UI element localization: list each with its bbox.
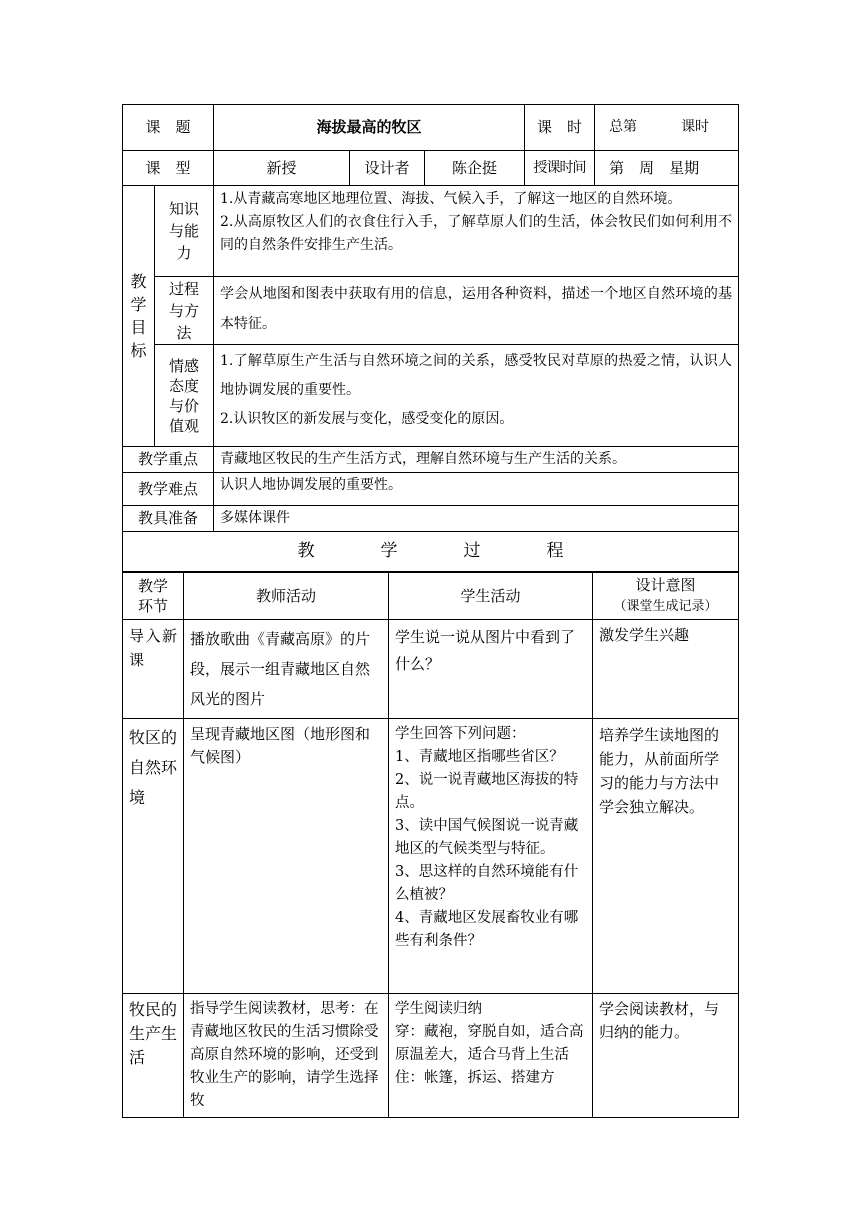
lesson-info-table xyxy=(122,104,739,573)
period-label: 课 时 xyxy=(525,105,595,151)
row-2-student-line-6: 4、青藏地区发展畜牧业有哪些有利条件？ xyxy=(395,910,579,949)
process-title-char-1: 教 xyxy=(297,541,315,562)
column-intent-title: 设计意图 xyxy=(635,575,696,594)
emotion-item-2: 2.认识牧区的新发展与变化，感受变化的原因。 xyxy=(220,411,514,427)
row-1-intent: 激发学生兴趣 xyxy=(593,620,739,719)
tools-value: 多媒体课件 xyxy=(214,505,739,531)
emotion-item-1: 1.了解草原生产生活与自然环境之间的关系，感受牧民对草原的热爱之情，认识人地协调发展的重要性。 xyxy=(220,353,733,398)
emotion-label: 情感态度与价值观 xyxy=(155,345,214,447)
process-content: 学会从地图和图表中获取有用的信息，运用各种资料，描述一个地区自然环境的基本特征。 xyxy=(214,277,739,345)
row-2-student-line-4: 3、读中国气候图说一说青藏地区的气候类型与特征。 xyxy=(395,818,579,857)
row-3-step: 牧民的生产生活 xyxy=(123,994,184,1118)
row-1-teacher: 播放歌曲《青藏高原》的片段，展示一组青藏地区自然风光的图片 xyxy=(184,620,389,719)
column-intent xyxy=(593,572,739,620)
time-value: 第 周 星期 xyxy=(595,151,739,186)
designer-value: 陈企挺 xyxy=(425,151,525,186)
row-2-student-line-1: 学生回答下列问题： xyxy=(395,726,526,742)
emotion-content xyxy=(214,345,739,447)
difficulty-label: 教学难点 xyxy=(123,472,214,505)
column-step: 教学环节 xyxy=(123,572,184,620)
row-3-student xyxy=(389,994,593,1118)
row-2-teacher: 呈现青藏地区图（地形图和气候图） xyxy=(184,719,389,994)
row-3-student-line-3: 住：帐篷，拆运、搭建方 xyxy=(395,1070,555,1086)
column-student: 学生活动 xyxy=(389,572,593,620)
knowledge-content xyxy=(214,186,739,277)
period-suffix: 课时 xyxy=(681,119,710,136)
process-label: 过程与方法 xyxy=(155,277,214,345)
knowledge-item-1: 1.从青藏高寒地区地理位置、海拔、气候入手，了解这一地区的自然环境。 xyxy=(220,191,682,207)
row-2-intent: 培养学生读地图的能力，从前面所学习的能力与方法中学会独立解决。 xyxy=(593,719,739,994)
teaching-process-table xyxy=(122,571,739,1118)
row-2-student xyxy=(389,719,593,994)
difficulty-value: 认识人地协调发展的重要性。 xyxy=(214,472,739,505)
time-label: 授课时间 xyxy=(525,151,595,186)
row-2-student-line-3: 2、说一说青藏地区海拔的特点。 xyxy=(395,772,579,811)
period-prefix: 总第 xyxy=(609,119,638,136)
column-teacher: 教师活动 xyxy=(184,572,389,620)
row-3-student-line-2: 穿：藏袍，穿脱自如，适合高原温差大，适合马背上生活 xyxy=(395,1024,584,1063)
row-2-student-line-2: 1、青藏地区指哪些省区？ xyxy=(395,749,564,765)
process-title-char-3: 过 xyxy=(463,541,481,562)
row-3-student-line-1: 学生阅读归纳 xyxy=(395,1001,482,1017)
process-title-char-2: 学 xyxy=(380,541,398,562)
designer-label: 设计者 xyxy=(350,151,425,186)
knowledge-item-2: 2.从高原牧区人们的衣食住行入手，了解草原人们的生活，体会牧民们如何利用不同的自然条件安排生产生活。 xyxy=(220,214,733,253)
type-value: 新授 xyxy=(214,151,350,186)
row-1-step: 导入新课 xyxy=(123,620,184,719)
row-3-intent: 学会阅读教材，与归纳的能力。 xyxy=(593,994,739,1118)
topic-value: 海拔最高的牧区 xyxy=(214,105,525,151)
row-2-student-line-5: 3、思这样的自然环境能有什么植被？ xyxy=(395,864,579,903)
period-value xyxy=(595,105,739,151)
key-point-label: 教学重点 xyxy=(123,447,214,473)
row-1-student: 学生说一说从图片中看到了什么？ xyxy=(389,620,593,719)
objectives-label: 教学目标 xyxy=(123,186,155,447)
process-title-char-4: 程 xyxy=(546,541,564,562)
type-label: 课 型 xyxy=(123,151,214,186)
tools-label: 教具准备 xyxy=(123,505,214,531)
process-title xyxy=(123,531,739,572)
row-2-step: 牧区的自然环境 xyxy=(123,719,184,994)
column-intent-note: （课堂生成记录） xyxy=(613,598,718,614)
knowledge-label: 知识与能力 xyxy=(155,186,214,277)
topic-label: 课 题 xyxy=(123,105,214,151)
row-3-teacher: 指导学生阅读教材，思考：在青藏地区牧民的生活习惯除受高原自然环境的影响，还受到牧业生产的影响，请学生选择牧 xyxy=(184,994,389,1118)
key-point-value: 青藏地区牧民的生产生活方式，理解自然环境与生产生活的关系。 xyxy=(214,447,739,473)
